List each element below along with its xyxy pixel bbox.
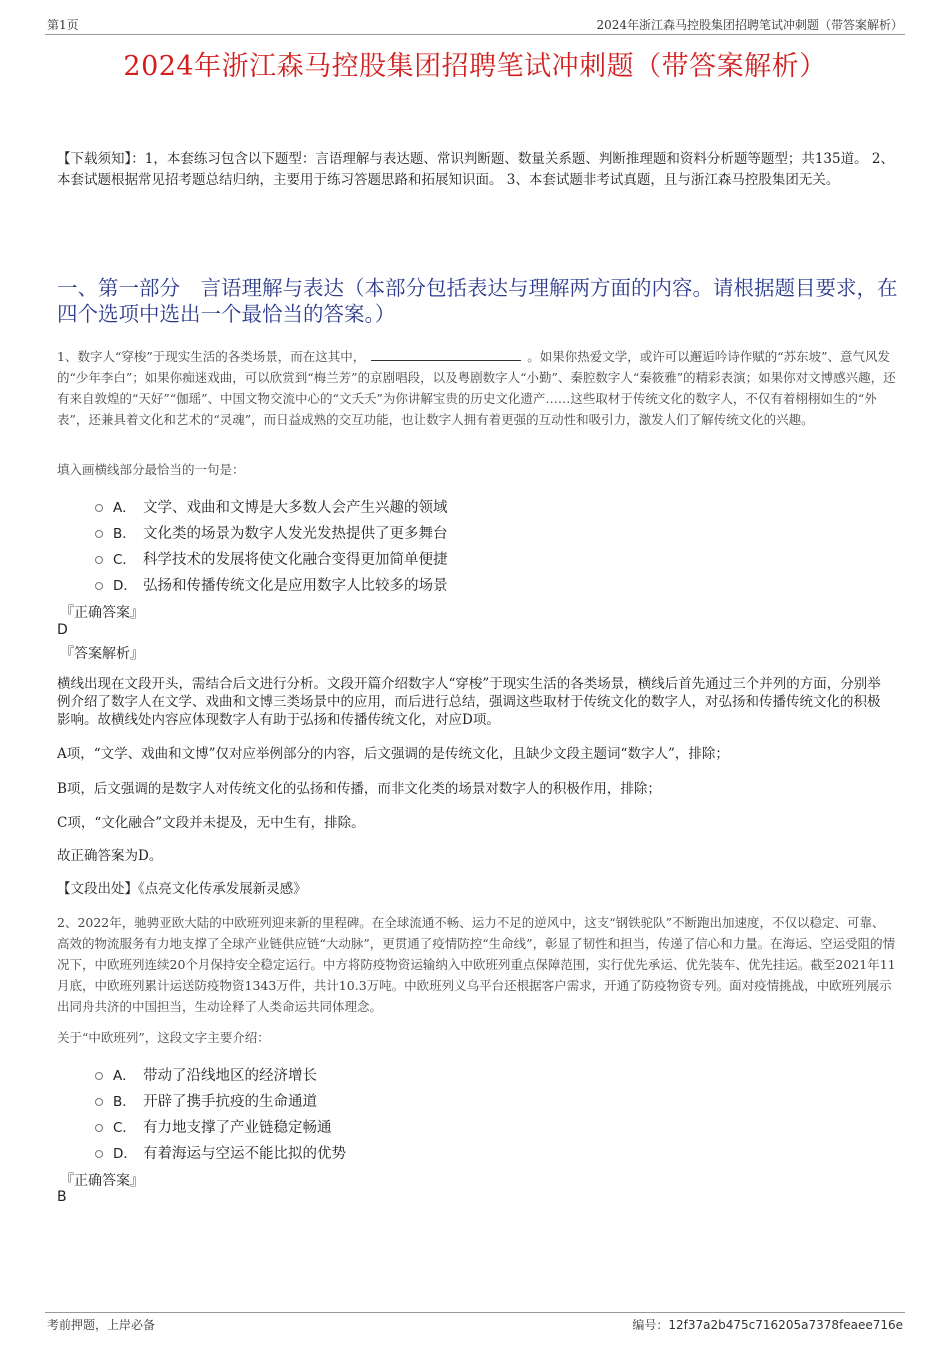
question-2-option-d[interactable] <box>95 1139 346 1165</box>
question-1-analysis-label: 『答案解析』 <box>60 646 144 662</box>
download-notice: 【下载须知】：1，本套练习包含以下题型：言语理解与表达题、常识判断题、数量关系题、判断推理题和资料分析题等题型；共135道。 2、本套试题根据常见招考题总结归纳，主要用于练习答题思路和拓展知识面。 3、本套试题非考试真题，且与浙江森马控股集团无关。 <box>57 151 894 188</box>
option-letter: A． <box>113 500 136 516</box>
analysis-paragraph: A项，“文学、戏曲和文博”仅对应举例部分的内容，后文强调的是传统文化，且缺少文段主题词“数字人”，排除； <box>57 746 729 762</box>
option-letter: D． <box>113 578 137 594</box>
radio-icon[interactable] <box>95 1124 103 1132</box>
option-letter: A． <box>113 1068 136 1084</box>
question-2-options <box>95 1061 346 1165</box>
radio-icon[interactable] <box>95 582 103 590</box>
page-header <box>45 14 905 35</box>
question-1-text <box>57 346 897 430</box>
question-2-option-b[interactable] <box>95 1087 346 1113</box>
analysis-paragraph: C项，“文化融合”文段并未提及，无中生有，排除。 <box>57 815 365 831</box>
option-text: 有着海运与空运不能比拟的优势 <box>143 1145 346 1162</box>
option-letter: D． <box>113 1146 137 1162</box>
question-1-answer: D <box>57 622 68 638</box>
analysis-paragraph: B项，后文强调的是数字人对传统文化的弘扬和传播，而非文化类的场景对数字人的积极作用，排除； <box>57 781 661 797</box>
option-text: 文学、戏曲和文博是大多数人会产生兴趣的领域 <box>143 499 448 516</box>
footer-code-label: 编号： <box>632 1318 669 1332</box>
question-2-text: 2、2022年，驰骋亚欧大陆的中欧班列迎来新的里程碑。在全球流通不畅、运力不足的逆风中，这支“钢铁驼队”不断跑出加速度，不仅以稳定、可靠、高效的物流服务有力地支撑了全球产业链供应链“大动脉”，更贯通了疫情防控“生命线”，彰显了韧性和担当，传递了信心和力量。在海运、空运受阻的情况下，中欧班列连续20个月保持安全稳定运行。中方将防疫物资运输纳入中欧班列重点保障范围，实行优先承运、优先装车、优先挂运。截至2021年11月底，中欧班列累计运送防疫物资1343万件，共计10.3万吨。中欧班列义乌平台还根据客户需求，开通了防疫物资专列。面对疫情挑战，中欧班列展示出同舟共济的中国担当，生动诠释了人类命运共同体理念。 <box>57 915 896 1014</box>
section-title: 一、第一部分 言语理解与表达（本部分包括表达与理解两方面的内容。请根据题目要求，在四个选项中选出一个最恰当的答案。） <box>57 276 898 326</box>
option-letter: C． <box>113 1120 136 1136</box>
option-letter: B． <box>113 526 136 542</box>
page-footer <box>45 1312 905 1333</box>
analysis-source: 【文段出处】《点亮文化传承发展新灵感》 <box>57 881 307 897</box>
question-1-answer-label: 『正确答案』 <box>60 605 144 621</box>
option-letter: C． <box>113 552 136 568</box>
analysis-paragraph: 横线出现在文段开头，需结合后文进行分析。文段开篇介绍数字人“穿梭”于现实生活的各类场景，横线后首先通过三个并列的方面，分别举例介绍了数字人在文学、戏曲和文博三类场景中的应用，而后进行总结，强调这些取材于传统文化的数字人，对弘扬和传播传统文化的积极影响。故横线处内容应体现数字人有助于弘扬和传播传统文化，对应D项。 <box>57 676 881 728</box>
option-text: 文化类的场景为数字人发光发热提供了更多舞台 <box>143 525 448 542</box>
question-2-prompt: 关于“中欧班列”，这段文字主要介绍： <box>57 1030 270 1045</box>
question-1-text-after: 。如果你热爱文学，或许可以邂逅吟诗作赋的“苏东坡”、意气风发的“少年李白”；如果你痴迷戏曲，可以欣赏到“梅兰芳”的京剧唱段，以及粤剧数字人“小勤”、秦腔数字人“秦筱雅”的精彩表演；如果你对文博感兴趣，还有来自敦煌的“天好”“伽瑶”、中国文物交流中心的“文夭夭”为你讲解宝贵的历史文化遗产……这些取材于传统文化的数字人，不仅有着栩栩如生的“外表”，还兼具着文化和艺术的“灵魂”，而日益成熟的交互功能，也让数字人拥有着更强的互动性和吸引力，激发人们了解传统文化的兴趣。 <box>57 349 896 427</box>
question-1-option-a[interactable] <box>95 493 448 519</box>
question-2-answer: B <box>57 1189 67 1205</box>
option-text: 带动了沿线地区的经济增长 <box>143 1067 317 1084</box>
document-title: 2024年浙江森马控股集团招聘笔试冲刺题（带答案解析） <box>123 51 827 82</box>
option-letter: B． <box>113 1094 136 1110</box>
option-text: 弘扬和传播传统文化是应用数字人比较多的场景 <box>143 577 448 594</box>
question-2-option-a[interactable] <box>95 1061 346 1087</box>
analysis-paragraph: 故正确答案为D。 <box>57 848 163 864</box>
footer-code <box>632 1316 903 1333</box>
question-1-option-b[interactable] <box>95 519 448 545</box>
radio-icon[interactable] <box>95 530 103 538</box>
question-2-option-c[interactable] <box>95 1113 346 1139</box>
option-text: 有力地支撑了产业链稳定畅通 <box>143 1119 332 1136</box>
question-1-prompt: 填入画横线部分最恰当的一句是： <box>57 462 245 477</box>
radio-icon[interactable] <box>95 504 103 512</box>
footer-slogan: 考前押题，上岸必备 <box>47 1318 156 1332</box>
radio-icon[interactable] <box>95 1150 103 1158</box>
radio-icon[interactable] <box>95 556 103 564</box>
question-1-options <box>95 493 448 597</box>
question-1-blank <box>371 347 521 361</box>
question-1-option-c[interactable] <box>95 545 448 571</box>
option-text: 科学技术的发展将使文化融合变得更加简单便捷 <box>143 551 448 568</box>
question-1-option-d[interactable] <box>95 571 448 597</box>
question-2-answer-label: 『正确答案』 <box>60 1173 144 1189</box>
option-text: 开辟了携手抗疫的生命通道 <box>143 1093 317 1110</box>
radio-icon[interactable] <box>95 1098 103 1106</box>
question-1-text-before: 1、数字人“穿梭”于现实生活的各类场景，而在这其中， <box>57 349 366 364</box>
page-number: 第1页 <box>47 18 79 32</box>
footer-code-value: 12f37a2b475c716205a7378feaee716e <box>668 1318 903 1332</box>
radio-icon[interactable] <box>95 1072 103 1080</box>
header-doc-title: 2024年浙江森马控股集团招聘笔试冲刺题（带答案解析） <box>596 18 903 32</box>
